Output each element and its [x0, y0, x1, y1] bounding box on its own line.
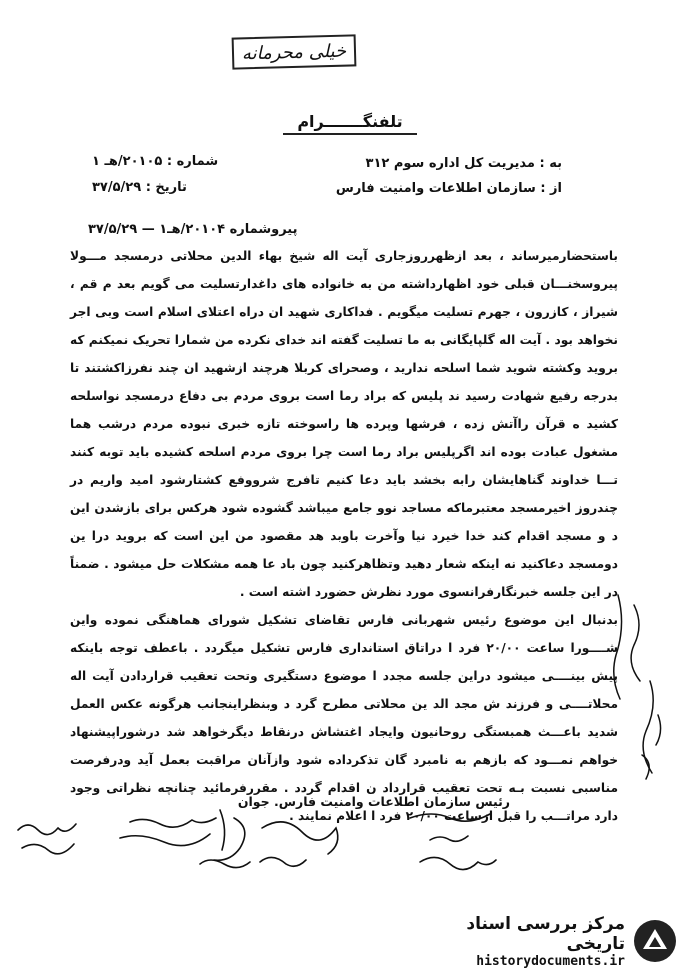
sender-line: از : سازمان اطلاعات وامنیت فارس: [335, 181, 562, 196]
paragraph-2: بدنبال این موضوع رئیس شهربانی فارس تقاضای تشکیل شورای هماهنگی نموده واین شــــورا ساعت ۲۰/۰۰ فرد ا دراتاق استانداری فارس تشکیل میگردد . باعطف توجه باینکه پیش بینــــی میشود دراین جلسه مجدد ا موضوع دستگیری وتحت تعقیب قراردادن آیت اله محلاتــــی و فرزند ش مجد الد ین محلاتی مطرح گرد د وبنظراینجانب هرگونه عکس العمل شدید باعـــث همبستگی روحانیون وایجاد اغتشاش درنقاط دیگرخواهد شد درشوراپیشنهاد خواهم نمـــود که بازهم به نامبرد گان تذکرداده شود وازآنان مراقبت بعمل آید ودرفرصت مناسبی نسبت بـه تحت تعقیب قرارداد ن اقدام گردد . مقررفرمائید چنانچه نظراتی وجود دارد مراتـــب را قبل ازساعت ۲۰/۰۰ فرد ا اعلام نمایند .: [70, 613, 618, 823]
watermark-name: مرکز بررسی اسناد تاریخی: [466, 913, 625, 954]
classification-text: خیلی محرمانه: [241, 40, 347, 64]
document-date: تاریخ : ۳۷/۵/۲۹: [92, 180, 187, 195]
watermark-logo: [405, 905, 700, 977]
document-title: تلفنگـــــــرام: [0, 112, 700, 131]
watermark-url: historydocuments.ir: [476, 953, 625, 969]
handwritten-signatures: [0, 800, 560, 900]
document-number: شماره : ۲۰۱۰۵/هـ ۱: [92, 154, 219, 169]
signer-line: رئیس سازمان اطلاعات وامنیت فارس. جوان: [237, 794, 510, 809]
classification-stamp: [232, 34, 357, 69]
recipient-line: به : مدیریت کل اداره سوم ۳۱۲: [365, 156, 562, 171]
letter-body: [70, 242, 618, 830]
reference-number: پیروشماره ۲۰۱۰۴/هـ۱ — ۳۷/۵/۲۹: [88, 222, 298, 237]
paragraph-1: باستحضارمیرساند ، بعد ازظهرروزجاری آیت اله شیخ بهاء الدین محلاتی درمسجد مـــولا پیروسخنـــان قبلی خود اظهارداشته من به خانواده های داغدارتسلیت می گویم بعد م قم ، شیراز ، کازرون ، جهرم تسلیت میگویم . فداکاری شهید ان دراه اعتلای اسلام است وبی اجر نخواهد بود . آیت اله گلپایگانی به ما تسلیت گفته اند خدای نکرده من شمارا تحریک نمیکنم که بروید وکشته شوید شما اسلحه ندارید ، وصحرای کربلا هرچند ازشهید ان چند نفرزاکشتند تا بدرجه رفیع شهادت رسید ند پلیس که براد رما است بروی مردم بی دفاع درمسجد نواسلحه کشید ه قرآن راآتش زده ، فرشها وپرده ها راسوخته تازه خبری نبوده مردم درشب هما مشغول عبادت بوده اند اگرپلیس براد رما است چرا بروی مردم اسلحه کشیده باید توبه کنند تـــا خداوند گناهایشان رابه بخشد باید دعا کنیم تافرج شرووفع کشتارشود امید واریم در چندروز اخیرمسجد معتبرماکه مساجد نوو جامع میباشد گشوده شود هرکس برای بازشدن این د و مسجد اقدام کند خدا خیرد نیا وآخرت باوبد هد مقصود من این است که بروید درا ین دومسجد دعاکنید نه اینکه شعار دهید وتظاهرکنید چون باد عا همه مشکلات حل میشود . ضمناً در این جلسه خبرنگارفرانسوی مورد نظرش حضورد اشته است .: [70, 249, 618, 599]
history-documents-logo-icon: [631, 917, 679, 965]
handwritten-annotations: [598, 585, 678, 815]
